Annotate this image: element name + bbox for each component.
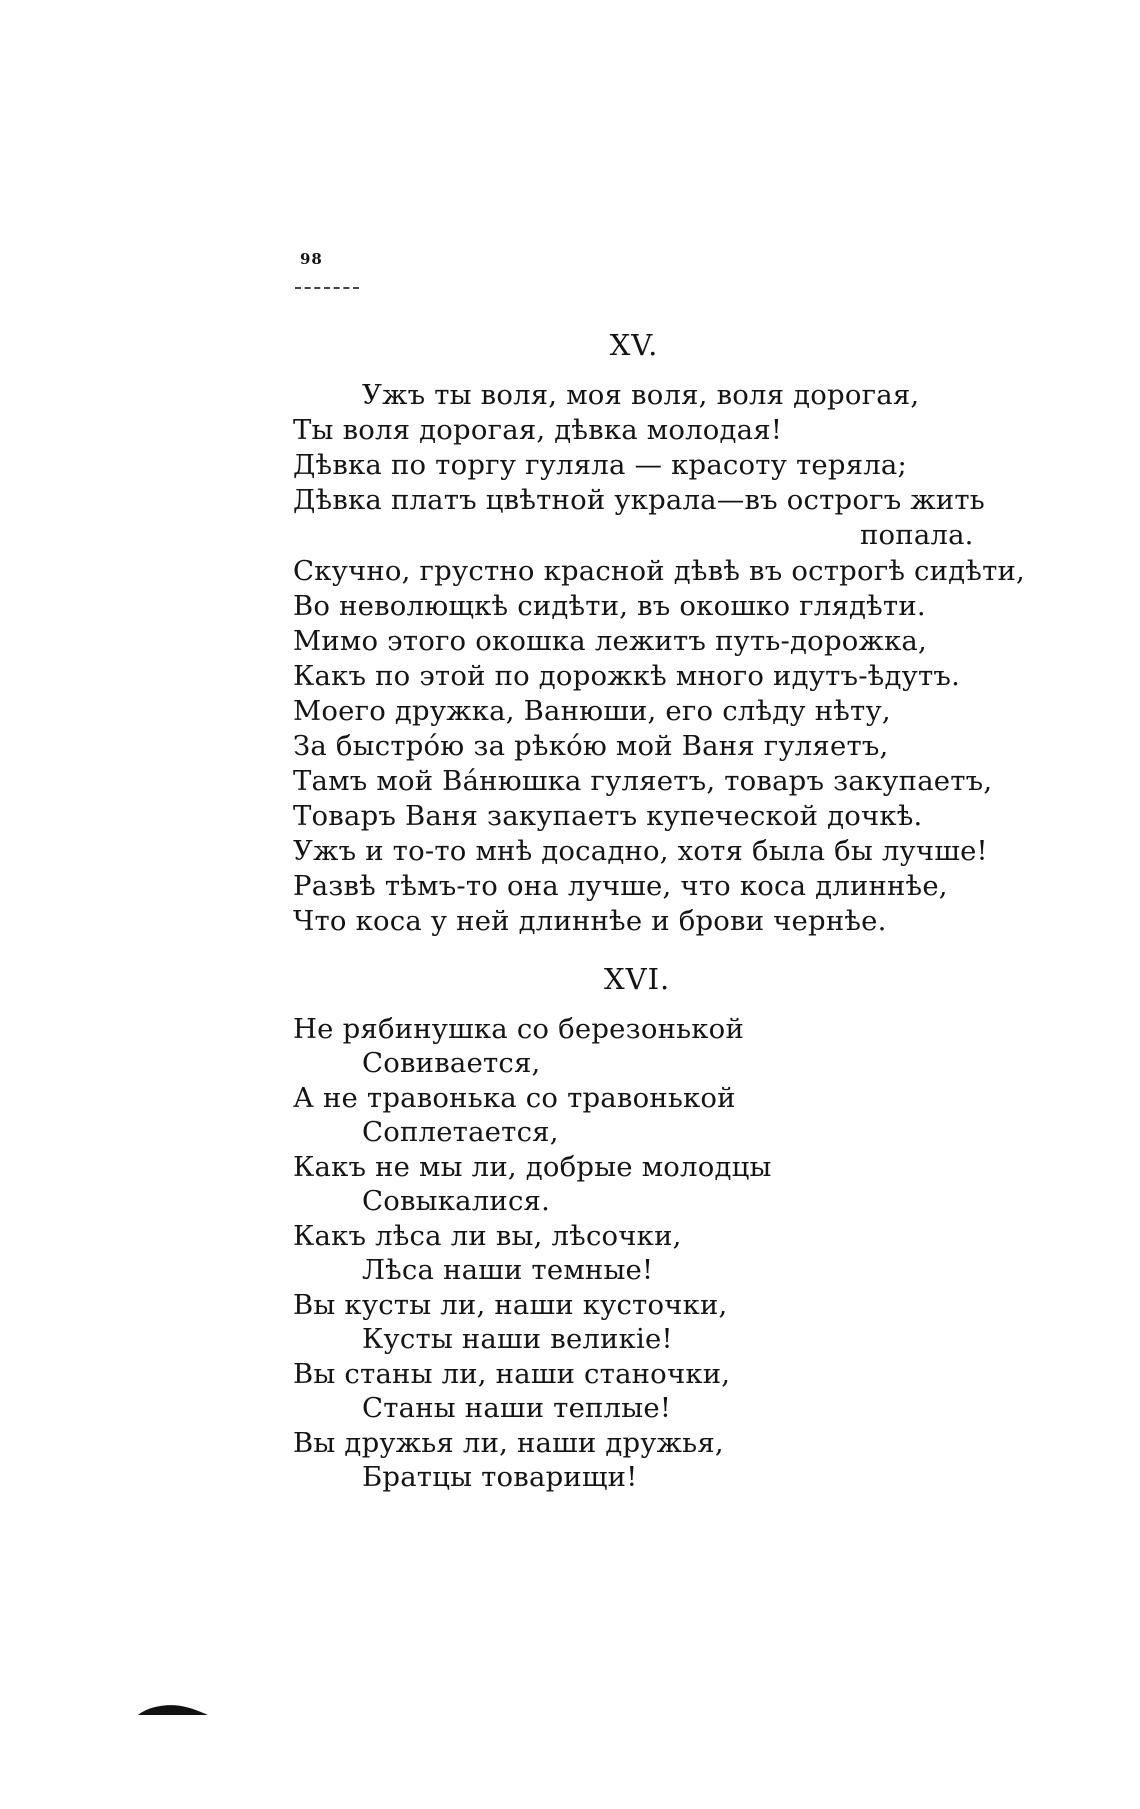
poem-xvi-line: Вы кусты ли, наши кусточки,: [293, 1289, 728, 1321]
bottom-ornament-icon: [138, 1703, 208, 1717]
poem-xv-line: попала.: [860, 519, 974, 551]
poem-xv-line: Ужъ ты воля, моя воля, воля дорогая,: [362, 379, 920, 411]
poem-xvi-line: Кусты наши великіе!: [362, 1323, 673, 1355]
poem-xv-line: Скучно, грустно красной дѣвѣ въ острогѣ сидѣти,: [293, 555, 1025, 587]
poem-xvi-line: Лѣса наши темные!: [362, 1254, 654, 1286]
poem-xv-line: Дѣвка по торгу гуляла — красоту теряла;: [293, 449, 907, 481]
poem-xv-line: Мимо этого окошка лежитъ путь-дорожка,: [293, 625, 927, 657]
poem-xvi-line: Вы дружья ли, наши дружья,: [293, 1427, 724, 1459]
poem-xv-line: Дѣвка платъ цвѣтной украла—въ острогъ жить: [293, 484, 985, 516]
poem-xvi-line: Братцы товарищи!: [362, 1461, 638, 1493]
poem-xv-line: За быстрóю за рѣкóю мой Ваня гуляетъ,: [293, 730, 889, 762]
poem-xvi-line: Не рябинушка со березонькой: [293, 1013, 744, 1045]
poem-xv-heading: XV.: [609, 328, 659, 362]
poem-xv-line: Моего дружка, Ванюши, его слѣду нѣту,: [293, 695, 891, 727]
poem-xvi-line: Вы станы ли, наши станочки,: [293, 1358, 731, 1390]
poem-xvi-heading: XVI.: [604, 962, 671, 996]
poem-xvi-line: Какъ лѣса ли вы, лѣсочки,: [293, 1220, 682, 1252]
page-number-rule: [295, 287, 359, 289]
poem-xv-line: Что коса у ней длиннѣе и брови чернѣе.: [293, 905, 887, 937]
poem-xv-line: Ты воля дорогая, дѣвка молодая!: [293, 414, 783, 446]
poem-xv-line: Тамъ мой Вáнюшка гуляетъ, товаръ закупаетъ,: [293, 765, 993, 797]
poem-xv-line: Развѣ тѣмъ-то она лучше, что коса длиннѣе,: [293, 870, 948, 902]
poem-xvi-line: А не травонька со травонькой: [293, 1082, 736, 1114]
poem-xvi-line: Совыкалися.: [362, 1185, 551, 1217]
poem-xv-line: Какъ по этой по дорожкѣ много идутъ-ѣдутъ.: [293, 660, 961, 692]
poem-xvi-line: Соплетается,: [362, 1116, 559, 1148]
poem-xvi-line: Станы наши теплые!: [362, 1392, 672, 1424]
poem-xv-line: Ужъ и то-то мнѣ досадно, хотя была бы лучше!: [293, 835, 988, 867]
poem-xv-line: Товаръ Ваня закупаетъ купеческой дочкѣ.: [293, 800, 923, 832]
page-number: 98: [300, 250, 323, 268]
poem-xvi-line: Какъ не мы ли, добрые молодцы: [293, 1151, 772, 1183]
poem-xv-line: Во неволющкѣ сидѣти, въ окошко глядѣти.: [293, 590, 926, 622]
poem-xvi-line: Совивается,: [362, 1047, 541, 1079]
